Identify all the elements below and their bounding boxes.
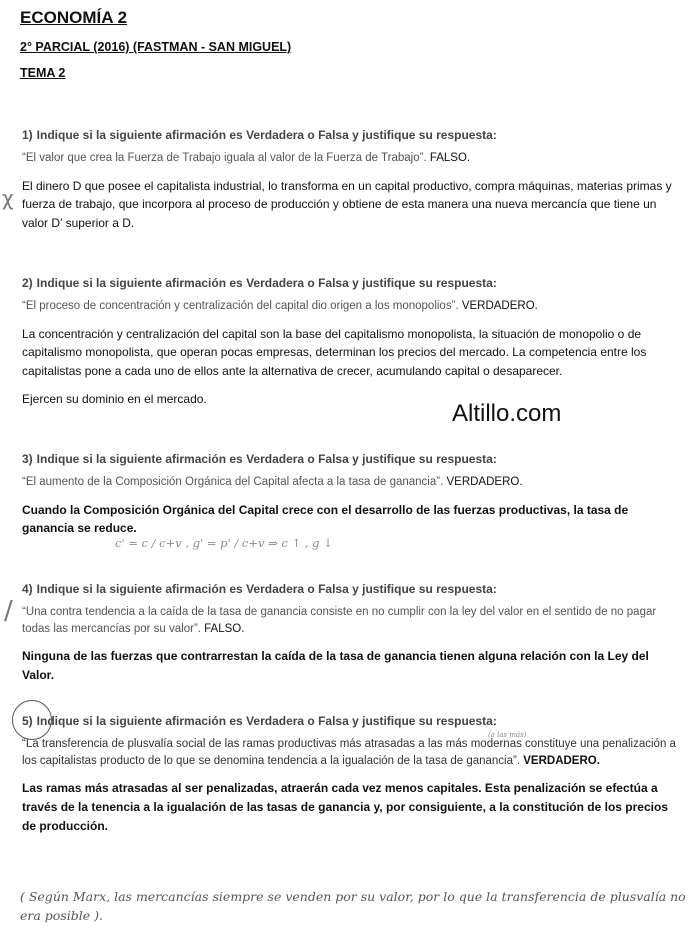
question-5-statement xyxy=(22,736,682,769)
margin-check-mark: / xyxy=(4,596,13,626)
question-5-answer-p1: Las ramas más atrasadas al ser penalizadas, atraerán cada vez menos capitales. Esta penalización se efectúa a través de la tenencia a la igualación de las tasas de ganancia y, por consiguiente, a la constitución de los precios de producción. xyxy=(22,781,668,833)
question-1-prompt-text: Indique si la siguiente afirmación es Verdadera o Falsa y justifique su respuesta: xyxy=(36,128,497,142)
question-3-prompt xyxy=(22,452,682,466)
question-2-answer xyxy=(22,325,682,409)
question-3-answer-p1: Cuando la Composición Orgánica del Capital crece con el desarrollo de las fuerzas productivas, la tasa de ganancia se reduce. xyxy=(22,502,629,536)
question-5-prompt-text: Indique si la siguiente afirmación es Verdadera o Falsa y justifique su respuesta: xyxy=(36,714,497,728)
altillo-watermark: Altillo.com xyxy=(452,400,562,427)
question-2 xyxy=(22,276,682,409)
question-5-number: 5) xyxy=(22,714,33,728)
question-5-verdict: VERDADERO. xyxy=(523,754,600,767)
margin-cross-mark: χ xyxy=(2,186,14,210)
question-5 xyxy=(22,714,682,835)
question-2-answer-p2: Ejercen su dominio en el mercado. xyxy=(22,392,207,407)
question-1-statement xyxy=(22,150,682,167)
question-4-prompt-text: Indique si la siguiente afirmación es Verdadera o Falsa y justifique su respuesta: xyxy=(36,582,497,596)
question-2-verdict: VERDADERO. xyxy=(461,300,538,312)
question-4-number: 4) xyxy=(22,582,33,596)
question-1-answer xyxy=(22,177,682,233)
document-tema: TEMA 2 xyxy=(20,66,66,80)
question-1-number: 1) xyxy=(22,128,33,142)
question-4-statement-text: “Una contra tendencia a la caída de la tasa de ganancia consiste en no cumplir con la ley del valor en el sentido de no pagar todas las mercancías por su valor”. xyxy=(22,606,657,635)
question-5-handwritten-note: (a las más) xyxy=(488,731,527,739)
question-1-answer-p1: El dinero D que posee el capitalista industrial, lo transforma en un capital productivo, compra máquinas, materias primas y fuerza de trabajo, que incorpora al proceso de producción y obtiene de esta manera una nueva mercancía que tiene un valor D’ superior a D. xyxy=(22,178,672,230)
question-1-verdict: FALSO. xyxy=(429,152,471,164)
question-4-prompt xyxy=(22,582,682,596)
question-1-prompt xyxy=(22,128,682,142)
question-4-answer-p1: Ninguna de las fuerzas que contrarrestan la caída de la tasa de ganancia tienen alguna relación con la Ley del Valor. xyxy=(22,649,649,682)
question-4 xyxy=(22,582,682,685)
question-2-statement-text: “El proceso de concentración y centralización del capital dio origen a los monopolios”. xyxy=(22,300,459,312)
question-2-answer-p1: La concentración y centralización del capital son la base del capitalismo monopolista, la situación de monopolio o de capitalismo monopolista, que operan pocas empresas, determinan los precios del mercado. La competencia entre los capitalistas pone a cada uno de ellos ante la alternativa de crecer, acumulando capital o desaparecer. xyxy=(22,326,647,378)
question-5-prompt xyxy=(22,714,682,728)
question-4-statement xyxy=(22,604,682,637)
question-3-verdict: VERDADERO. xyxy=(446,476,523,488)
question-1-statement-text: “El valor que crea la Fuerza de Trabajo iguala al valor de la Fuerza de Trabajo”. xyxy=(22,152,427,164)
question-2-prompt-text: Indique si la siguiente afirmación es Verdadera o Falsa y justifique su respuesta: xyxy=(36,276,497,290)
question-3 xyxy=(22,452,682,538)
question-3-statement-text: “El aumento de la Composición Orgánica del Capital afecta a la tasa de ganancia”. xyxy=(22,476,444,488)
question-3-prompt-text: Indique si la siguiente afirmación es Verdadera o Falsa y justifique su respuesta: xyxy=(36,452,497,466)
question-3-answer xyxy=(22,501,682,538)
question-3-handwritten-formula: c' = c / c+v , g' = p' / c+v ⇒ c ↑ , g ↓ xyxy=(115,536,333,550)
question-2-prompt xyxy=(22,276,682,290)
question-3-number: 3) xyxy=(22,452,33,466)
question-2-statement xyxy=(22,298,682,315)
document-title: ECONOMÍA 2 xyxy=(20,8,128,27)
question-3-statement xyxy=(22,474,682,491)
margin-circle-mark xyxy=(12,700,52,740)
question-1 xyxy=(22,128,682,232)
document-subtitle: 2° PARCIAL (2016) (FASTMAN - SAN MIGUEL) xyxy=(20,40,292,54)
question-5-handwritten-comment: ( Según Marx, las mercancías siempre se venden por su valor, por lo que la transferencia de plusvalía no era posible ). xyxy=(20,889,686,923)
question-4-verdict: FALSO. xyxy=(204,622,245,635)
question-5-statement-text: “La transferencia de plusvalía social de las ramas productivas más atrasadas a las más modernas constituye una penalización a los capitalistas producto de lo que se denomina tendencia a la igualación de la tasa de ganancia”. xyxy=(22,738,676,767)
question-4-answer xyxy=(22,647,682,684)
question-5-answer xyxy=(22,779,682,835)
question-2-number: 2) xyxy=(22,276,33,290)
